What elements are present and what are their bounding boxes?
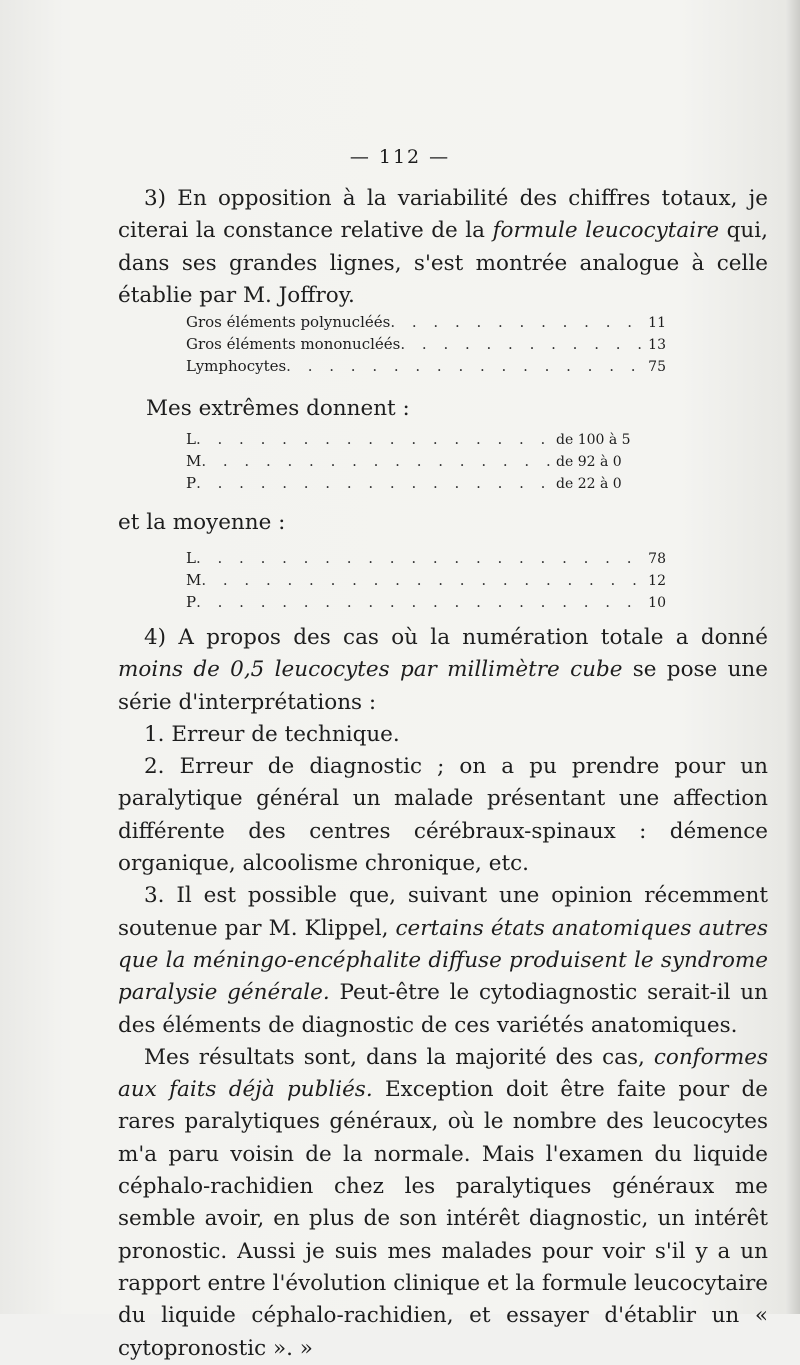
table-row: [186, 356, 666, 378]
table-row: [186, 334, 666, 356]
row-label: L: [186, 549, 196, 567]
para3-italic: formule leucocytaire: [492, 218, 720, 244]
page-edge-shadow: [786, 0, 800, 1314]
para3-line1: 3) En opposition à la variabilité des chiffres totaux, je citerai: [118, 186, 768, 244]
table-row: [186, 548, 666, 570]
list-item-1: 1. Erreur de technique.: [144, 721, 400, 747]
formula-table: [186, 312, 666, 378]
para4-text-end: se pose une série d'interprétations :: [118, 657, 768, 715]
row-label: P: [186, 474, 197, 492]
table-row: [186, 570, 666, 592]
row-value: 12: [648, 573, 666, 589]
dot-leader: [196, 548, 642, 569]
dot-leader: [390, 312, 642, 333]
list-item-2: 2. Erreur de diagnostic ; on a pu prendre pour un paralytique général un malade présentant une affection différente des centres cérébraux-spinaux : démence organique, alcoolisme chronique, etc.: [118, 754, 768, 877]
mean-heading: et la moyenne :: [118, 510, 286, 535]
dot-leader: [286, 356, 642, 377]
table-row: [186, 592, 666, 614]
final-text-end: Exception doit être faite pour de rares paralytiques généraux, où le nombre des leucocytes m'a paru voisin de la normale. Mais l'examen du liquide céphalo-rachidien chez les paralytiques généraux me semble avoir, en plus de son intérêt diagnostic, un intérêt pronostic. Aussi je suis mes malades pour voir s'il y a un rapport entre l'évolution clinique et la formule leucocytaire du liquide céphalo-rachidien, et essayer d'établir un « cytopronostic ». »: [118, 1077, 768, 1361]
extremes-heading: Mes extrêmes donnent :: [146, 396, 410, 421]
dot-leader: [201, 451, 550, 472]
table-row: [186, 451, 666, 473]
row-label: Gros éléments polynucléés: [186, 313, 391, 331]
page-number: — 112 —: [349, 146, 451, 168]
dot-leader: [201, 570, 642, 591]
dot-leader: [196, 473, 550, 494]
mean-table: [186, 548, 666, 614]
row-value: de 92 à 0: [556, 454, 622, 470]
dot-leader: [196, 429, 550, 450]
paragraph-3: [118, 183, 768, 312]
row-value: de 22 à 0: [556, 476, 622, 492]
row-label: M: [186, 452, 202, 470]
row-label: P: [186, 593, 197, 611]
row-value: 78: [648, 551, 666, 567]
para3-line4: M. Joffroy.: [242, 282, 355, 308]
item3-italic: certains états anatomiques autres que la méningo-encéphalite diffuse produisent le syndrome paralysie générale.: [118, 915, 768, 1006]
final-italic: conformes aux faits déjà publiés.: [118, 1044, 768, 1103]
para3-line2b: qui, dans ses: [118, 218, 768, 276]
paragraph-4: [118, 622, 768, 719]
item3-text-end: Peut-être le cytodiagnostic serait-il un des éléments de diagnostic de ces variétés anatomiques.: [118, 980, 768, 1038]
row-label: Gros éléments mononucléés: [186, 335, 401, 353]
final-paragraph: [118, 1042, 768, 1365]
list-item-3: [118, 880, 768, 1041]
final-text: Mes résultats sont, dans la majorité des cas,: [144, 1044, 654, 1070]
para4-text: 4) A propos des cas où la numération totale a donné: [144, 625, 768, 650]
row-label: L: [186, 430, 196, 448]
table-row: [186, 473, 666, 495]
paragraph-4-block: [118, 622, 768, 1365]
table-row: [186, 312, 666, 334]
dot-leader: [196, 592, 642, 613]
para3-line2: la constance relative de la: [195, 218, 493, 244]
row-value: 10: [648, 595, 666, 611]
row-label: M: [186, 571, 202, 589]
table-row: [186, 429, 666, 451]
row-value: 75: [648, 359, 666, 375]
item3-text: 3. Il est possible que, suivant une opinion récemment soutenue par M. Klippel,: [118, 883, 768, 941]
row-label: Lymphocytes: [186, 357, 287, 375]
row-value: de 100 à 5: [556, 432, 631, 448]
row-value: 13: [648, 337, 666, 353]
extremes-table: [186, 429, 666, 495]
dot-leader: [400, 334, 642, 355]
para3-line3: grandes lignes, s'est montrée analogue à celle établie par: [118, 250, 768, 308]
para4-italic: moins de 0,5 leucocytes par millimètre cube: [118, 657, 623, 683]
row-value: 11: [648, 315, 666, 331]
